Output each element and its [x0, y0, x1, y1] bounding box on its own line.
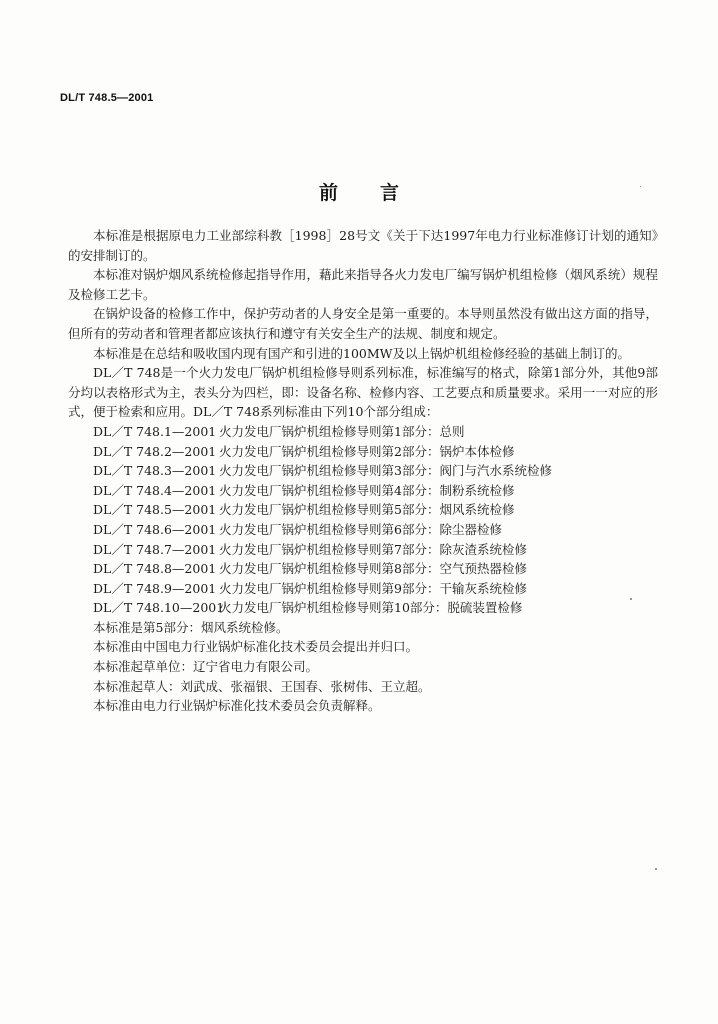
- paragraph-3: 在锅炉设备的检修工作中，保护劳动者的人身安全是第一重要的。本导则虽然没有做出这方面的指导，但所有的劳动者和管理者都应该执行和遵守有关安全生产的法规、制度和规定。: [68, 306, 658, 341]
- part-code: DL／T 748.6—2001: [93, 521, 217, 537]
- part-name: 火力发电厂锅炉机组检修导则第2部分：锅炉本体检修: [219, 443, 515, 459]
- list-item: [68, 579, 658, 599]
- part-name: 火力发电厂锅炉机组检修导则第7部分：除灰渣系统检修: [219, 541, 527, 557]
- part-code: DL／T 748.4—2001: [93, 482, 217, 498]
- closing-line-3: 本标准起草单位：辽宁省电力有限公司。: [93, 659, 319, 675]
- page-title: 前言: [318, 182, 441, 204]
- closing-line-4: 本标准起草人：刘武成、张福银、王国春、张树伟、王立超。: [93, 678, 431, 694]
- part-code: DL／T 748.9—2001: [93, 580, 217, 596]
- part-name: 火力发电厂锅炉机组检修导则第9部分：干输灰系统检修: [219, 580, 527, 596]
- paragraph-4: 本标准是在总结和吸收国内现有国产和引进的100MW及以上锅炉机组检修经验的基础上制订的。: [93, 345, 631, 361]
- part-name: 火力发电厂锅炉机组检修导则第10部分：脱硫装置检修: [219, 600, 523, 616]
- part-name: 火力发电厂锅炉机组检修导则第6部分：除尘器检修: [219, 521, 502, 537]
- closing-line-1: 本标准是第5部分：烟风系统检修。: [93, 619, 289, 635]
- list-item: [68, 540, 658, 560]
- list-item: [68, 520, 658, 540]
- list-item: [68, 442, 658, 462]
- part-code: DL／T 748.10—2001: [93, 600, 225, 616]
- scan-speck: [640, 186, 641, 187]
- standard-code-header: DL/T 748.5—2001: [60, 92, 154, 104]
- part-code: DL／T 748.8—2001: [93, 561, 217, 577]
- part-code: DL／T 748.1—2001: [93, 423, 217, 439]
- part-name: 火力发电厂锅炉机组检修导则第1部分：总则: [219, 423, 465, 439]
- list-item: [68, 559, 658, 579]
- list-item: [68, 598, 658, 618]
- scan-speck: [655, 868, 657, 870]
- list-item: [68, 461, 658, 481]
- part-name: 火力发电厂锅炉机组检修导则第5部分：烟风系统检修: [219, 502, 515, 518]
- part-code: DL／T 748.5—2001: [93, 502, 217, 518]
- closing-line-2: 本标准由中国电力行业锅炉标准化技术委员会提出并归口。: [93, 639, 419, 655]
- list-item: [68, 481, 658, 501]
- parts-list: [68, 422, 658, 618]
- foreword-body: [68, 226, 658, 716]
- scan-speck: [630, 598, 632, 600]
- paragraph-2: 本标准对锅炉烟风系统检修起指导作用，藉此来指导各火力发电厂编写锅炉机组检修（烟风系统）规程及检修工艺卡。: [68, 267, 658, 302]
- part-name: 火力发电厂锅炉机组检修导则第4部分：制粉系统检修: [219, 482, 515, 498]
- part-name: 火力发电厂锅炉机组检修导则第8部分：空气预热器检修: [219, 561, 527, 577]
- part-code: DL／T 748.7—2001: [93, 541, 217, 557]
- part-code: DL／T 748.2—2001: [93, 443, 217, 459]
- paragraph-5: DL／T 748是一个火力发电厂锅炉机组检修导则系列标准，标准编写的格式，除第1部分外，其他9部分均以表格形式为主，表头分为四栏，即：设备名称、检修内容、工艺要点和质量要求。采用一一对应的形式，便于检索和应用。DL／T 748系列标准由下列10个部分组成：: [68, 365, 658, 420]
- part-code: DL／T 748.3—2001: [93, 463, 217, 479]
- list-item: [68, 500, 658, 520]
- paragraph-1: 本标准是根据原电力工业部综科教［1998］28号文《关于下达1997年电力行业标准修订计划的通知》的安排制订的。: [68, 228, 658, 263]
- part-name: 火力发电厂锅炉机组检修导则第3部分：阀门与汽水系统检修: [219, 463, 552, 479]
- closing-line-5: 本标准由电力行业锅炉标准化技术委员会负责解释。: [93, 698, 381, 714]
- list-item: [68, 422, 658, 442]
